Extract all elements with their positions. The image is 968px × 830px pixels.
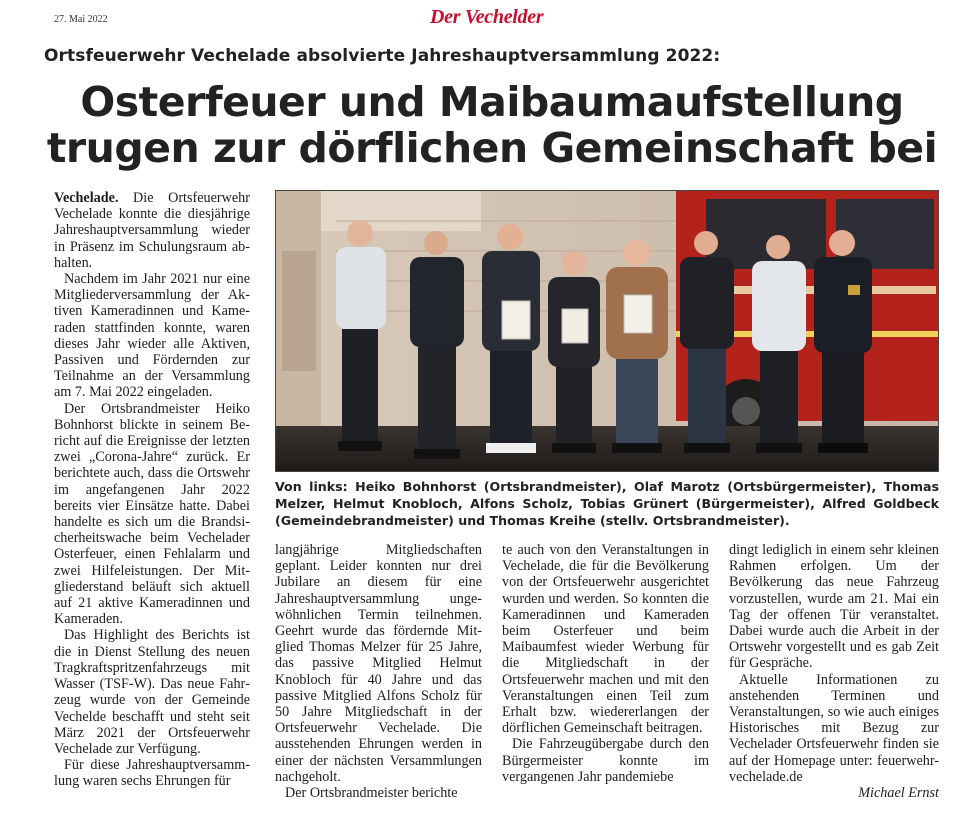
paragraph: langjährige Mitgliedschaften geplant. Leider konnten nur drei Jubilare an diesem für eine Jahreshauptversammlung ungewöhnlichen Termin teilnehmen. Geehrt wurde das fördernde Mitglied Thomas Melzer für 25 Jahre, das passive Mitglied Helmut Knobloch für 40 Jahre und das passive Mitglied Alfons Scholz für 50 Jahre Mitgliedschaft in der Ortsfeuerwehr Vechelade. Die ausstehenden Ehrungen werden in einer der nächsten Versammlungen nachgeholt. bbox=[275, 542, 482, 785]
author-byline: Michael Ernst bbox=[858, 785, 939, 802]
paragraph: Für diese Jahreshauptversammlung waren sechs Ehrungen für bbox=[54, 757, 250, 790]
group-photo bbox=[275, 190, 939, 472]
article-headline-line1: Osterfeuer und Maibaumaufstellung bbox=[80, 78, 904, 126]
photo-caption: Von links: Heiko Bohnhorst (Ortsbrandmeister), Olaf Marotz (Ortsbürgermeister), Thomas Melzer, Helmut Knobloch, Alfons Scholz, Tobias Grünert (Bürgermeister), Alfred Goldbeck (Gemeindebrandmeister) und Thomas Kreihe (stellv. Ortsbrandmeister). bbox=[275, 479, 939, 528]
paragraph: Der Ortsbrandmeister berichte bbox=[285, 785, 458, 802]
publication-masthead: Der Vechelder bbox=[430, 6, 544, 28]
paragraph-text: Die Ortsfeuerwehr Vechelade konnte die diesjährige Jahreshauptversammlung wieder in Präsenz im Schulungsraum abhalten. bbox=[54, 190, 251, 271]
article-headline-line2: trugen zur dörflichen Gemeinschaft bei bbox=[46, 124, 938, 172]
paragraph: Nachdem im Jahr 2021 nur eine Mitgliederversammlung der Aktiven Kameradinnen und Kameraden stattfinden konnte, waren dieses Jahr wieder alle Aktiven, Passiven und Fördernden zur Teilnahme an der Versammlung am 7. Mai 2022 eingeladen. bbox=[54, 271, 250, 401]
issue-date: 27. Mai 2022 bbox=[54, 14, 108, 25]
article-column-1 bbox=[54, 190, 250, 790]
paragraph: Das Highlight des Berichts ist die in Dienst Stellung des neuen Tragkraftspritzenfahrzeugs mit Wasser (TSF-W). Das neue Fahrzeug wurde von der Gemeinde Vechelde beschafft und steht seit März 2021 der Ortsfeuerwehr Vechelade zur Verfügung. bbox=[54, 627, 250, 757]
article-column-2 bbox=[275, 542, 482, 801]
paragraph: Aktuelle Informationen zu anstehenden Terminen und Veranstaltungen, so wie auch einiges Historisches mit Bezug zur Vechelader Ortsfeuerwehr finden sie auf der Homepage unter: feuerwehr-vechelade.de bbox=[729, 671, 939, 785]
paragraph bbox=[54, 190, 250, 271]
paragraph: dingt lediglich in einem sehr kleinen Rahmen erfolgen. Um der Bevölkerung das neue Fahrzeug vorzustellen, wurde am 21. Mai ein Tag der offenen Tür veranstaltet. Dabei wurde auch die Arbeit in der Ortswehr vorgestellt und es gab Zeit für Gespräche. bbox=[729, 542, 939, 672]
article-column-4 bbox=[729, 542, 939, 801]
article-column-3 bbox=[502, 542, 709, 785]
article-kicker: Ortsfeuerwehr Vechelade absolvierte Jahreshauptversammlung 2022: bbox=[44, 46, 721, 66]
dateline: Vechelade. bbox=[54, 190, 119, 206]
paragraph: Der Ortsbrandmeister Heiko Bohnhorst blickte in seinem Bericht auf die Ereignisse der letzten zwei „Corona-Jahre“ zurück. Er berichtete auch, dass die Ortswehr im angefangenen Jahr 2022 bereits vier Einsätze hatte. Dabei handelte es sich um die Brandsicherheitswache beim Vechelader Osterfeuer, einen Fehlalarm und zwei Hilfeleistungen. Der Mitgliederstand beläuft sich aktuell auf 21 aktive Kameradinnen und Kameraden. bbox=[54, 400, 250, 628]
paragraph: te auch von den Veranstaltungen in Vechelade, die für die Bevölkerung von der Ortsfeuerwehr ausgerichtet wurden und werden. So konnten die Kameradinnen und Kameraden beim Osterfeuer und beim Maibaumfest wieder Werbung für die Mitgliedschaft in der Ortsfeuerwehr machen und mit den Veranstaltungen einen Teil zum Erhalt bzw. wiedererlangen der dörflichen Gemeinschaft beitragen. bbox=[502, 542, 709, 737]
paragraph: Die Fahrzeugübergabe durch den Bürgermeister konnte im vergangenen Jahr pandemiebe bbox=[502, 736, 709, 785]
